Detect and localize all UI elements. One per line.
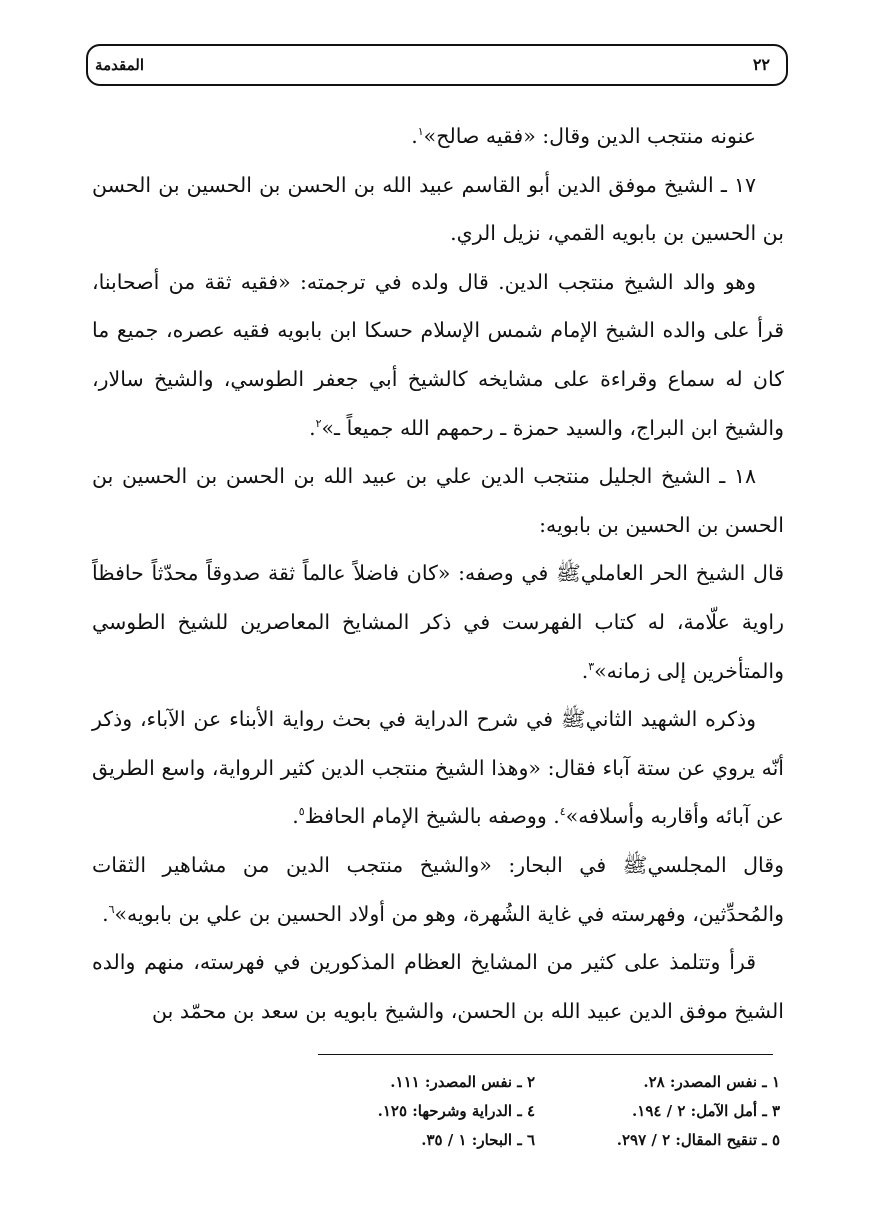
footnote: ٥ ـ تنقيح المقال: ٢ / ٢٩٧. — [616, 1131, 780, 1149]
footnote-ref: ٦ — [108, 902, 115, 916]
footnote: ٣ ـ أمل الآمل: ٢ / ١٩٤. — [632, 1102, 780, 1120]
paragraph: ١٨ ـ الشيخ الجليل منتجب الدين علي بن عبيد الله بن الحسن بن الحسين بن الحسن بن الحسين بن بابويه: — [92, 464, 784, 537]
footnote: ٢ ـ نفس المصدر: ١١١. — [390, 1073, 535, 1091]
footnotes — [290, 1068, 780, 1155]
paragraph: وذكره الشهيد الثاني‌ﷺ في شرح الدراية في بحث رواية الأبناء عن الآباء، وذكر أنّه يروي عن ستة آباء فقال: «وهذا الشيخ منتجب الدين كثير الرواية، واسع الطريق عن آبائه وأقاربه وأسلافه»$^٤$. ووصفه بالشيخ الإمام الحافظ$^٥$. — [92, 707, 784, 829]
paragraph: عنونه منتجب الدين وقال: «فقيه صالح»$^١$. — [411, 124, 756, 148]
page-header — [86, 44, 788, 86]
footnote-ref: ٣ — [588, 659, 595, 673]
paragraph: وهو والد الشيخ منتجب الدين. قال ولده في ترجمته: «فقيه ثقة من أصحابنا، قرأ على والده الشيخ الإمام شمس الإسلام حسكا ابن بابويه فقيه عصره، جميع ما كان له سماع وقراءة على مشايخه كالشيخ أبي جعفر الطوسي، والشيخ سالار، والشيخ ابن البراج، والسيد حمزة ـ رحمهم الله جميعاً ـ»$^٢$. — [92, 269, 784, 440]
paragraph: قرأ وتتلمذ على كثير من المشايخ العظام المذكورين في فهرسته، منهم والده الشيخ موفق الدين عبيد الله بن الحسن، والشيخ بابويه بن سعد بن محمّد بن — [92, 950, 784, 1023]
footnote-ref: ١ — [417, 125, 424, 139]
footnote-divider — [318, 1054, 773, 1055]
paragraph: وقال المجلسي‌ﷺ في البحار: «والشيخ منتجب الدين من مشاهير الثقات والمُحدِّثين، وفهرسته في غاية الشُهرة، وهو من أولاد الحسين بن علي بن بابويه»$^٦$. — [92, 852, 784, 926]
footnote: ٤ ـ الدراية وشرحها: ١٢٥. — [377, 1102, 535, 1120]
footnote: ١ ـ نفس المصدر: ٢٨. — [643, 1073, 780, 1091]
paragraph: ١٧ ـ الشيخ موفق الدين أبو القاسم عبيد الله بن الحسن بن الحسين بن الحسن بن الحسين بن بابويه القمي، نزيل الري. — [92, 172, 784, 246]
section-title: المقدمة — [95, 56, 144, 74]
paragraph: قال الشيخ الحر العاملي‌ﷺ في وصفه: «كان فاضلاً عالماً ثقة صدوقاً محدّثاً حافظاً راوية علّامة، له كتاب الفهرست في ذكر المشايخ المعاصرين للشيخ الطوسي والمتأخرين إلى زمانه»$^٣$. — [92, 561, 784, 683]
page-number: ٢٢ — [752, 55, 770, 74]
footnote: ٦ ـ البحار: ١ / ٣٥. — [421, 1131, 535, 1149]
footnote-ref: ٢ — [315, 416, 322, 430]
footnote-ref: ٤ — [559, 805, 566, 819]
footnote-ref: ٥ — [298, 805, 305, 819]
body-text — [92, 112, 784, 1035]
